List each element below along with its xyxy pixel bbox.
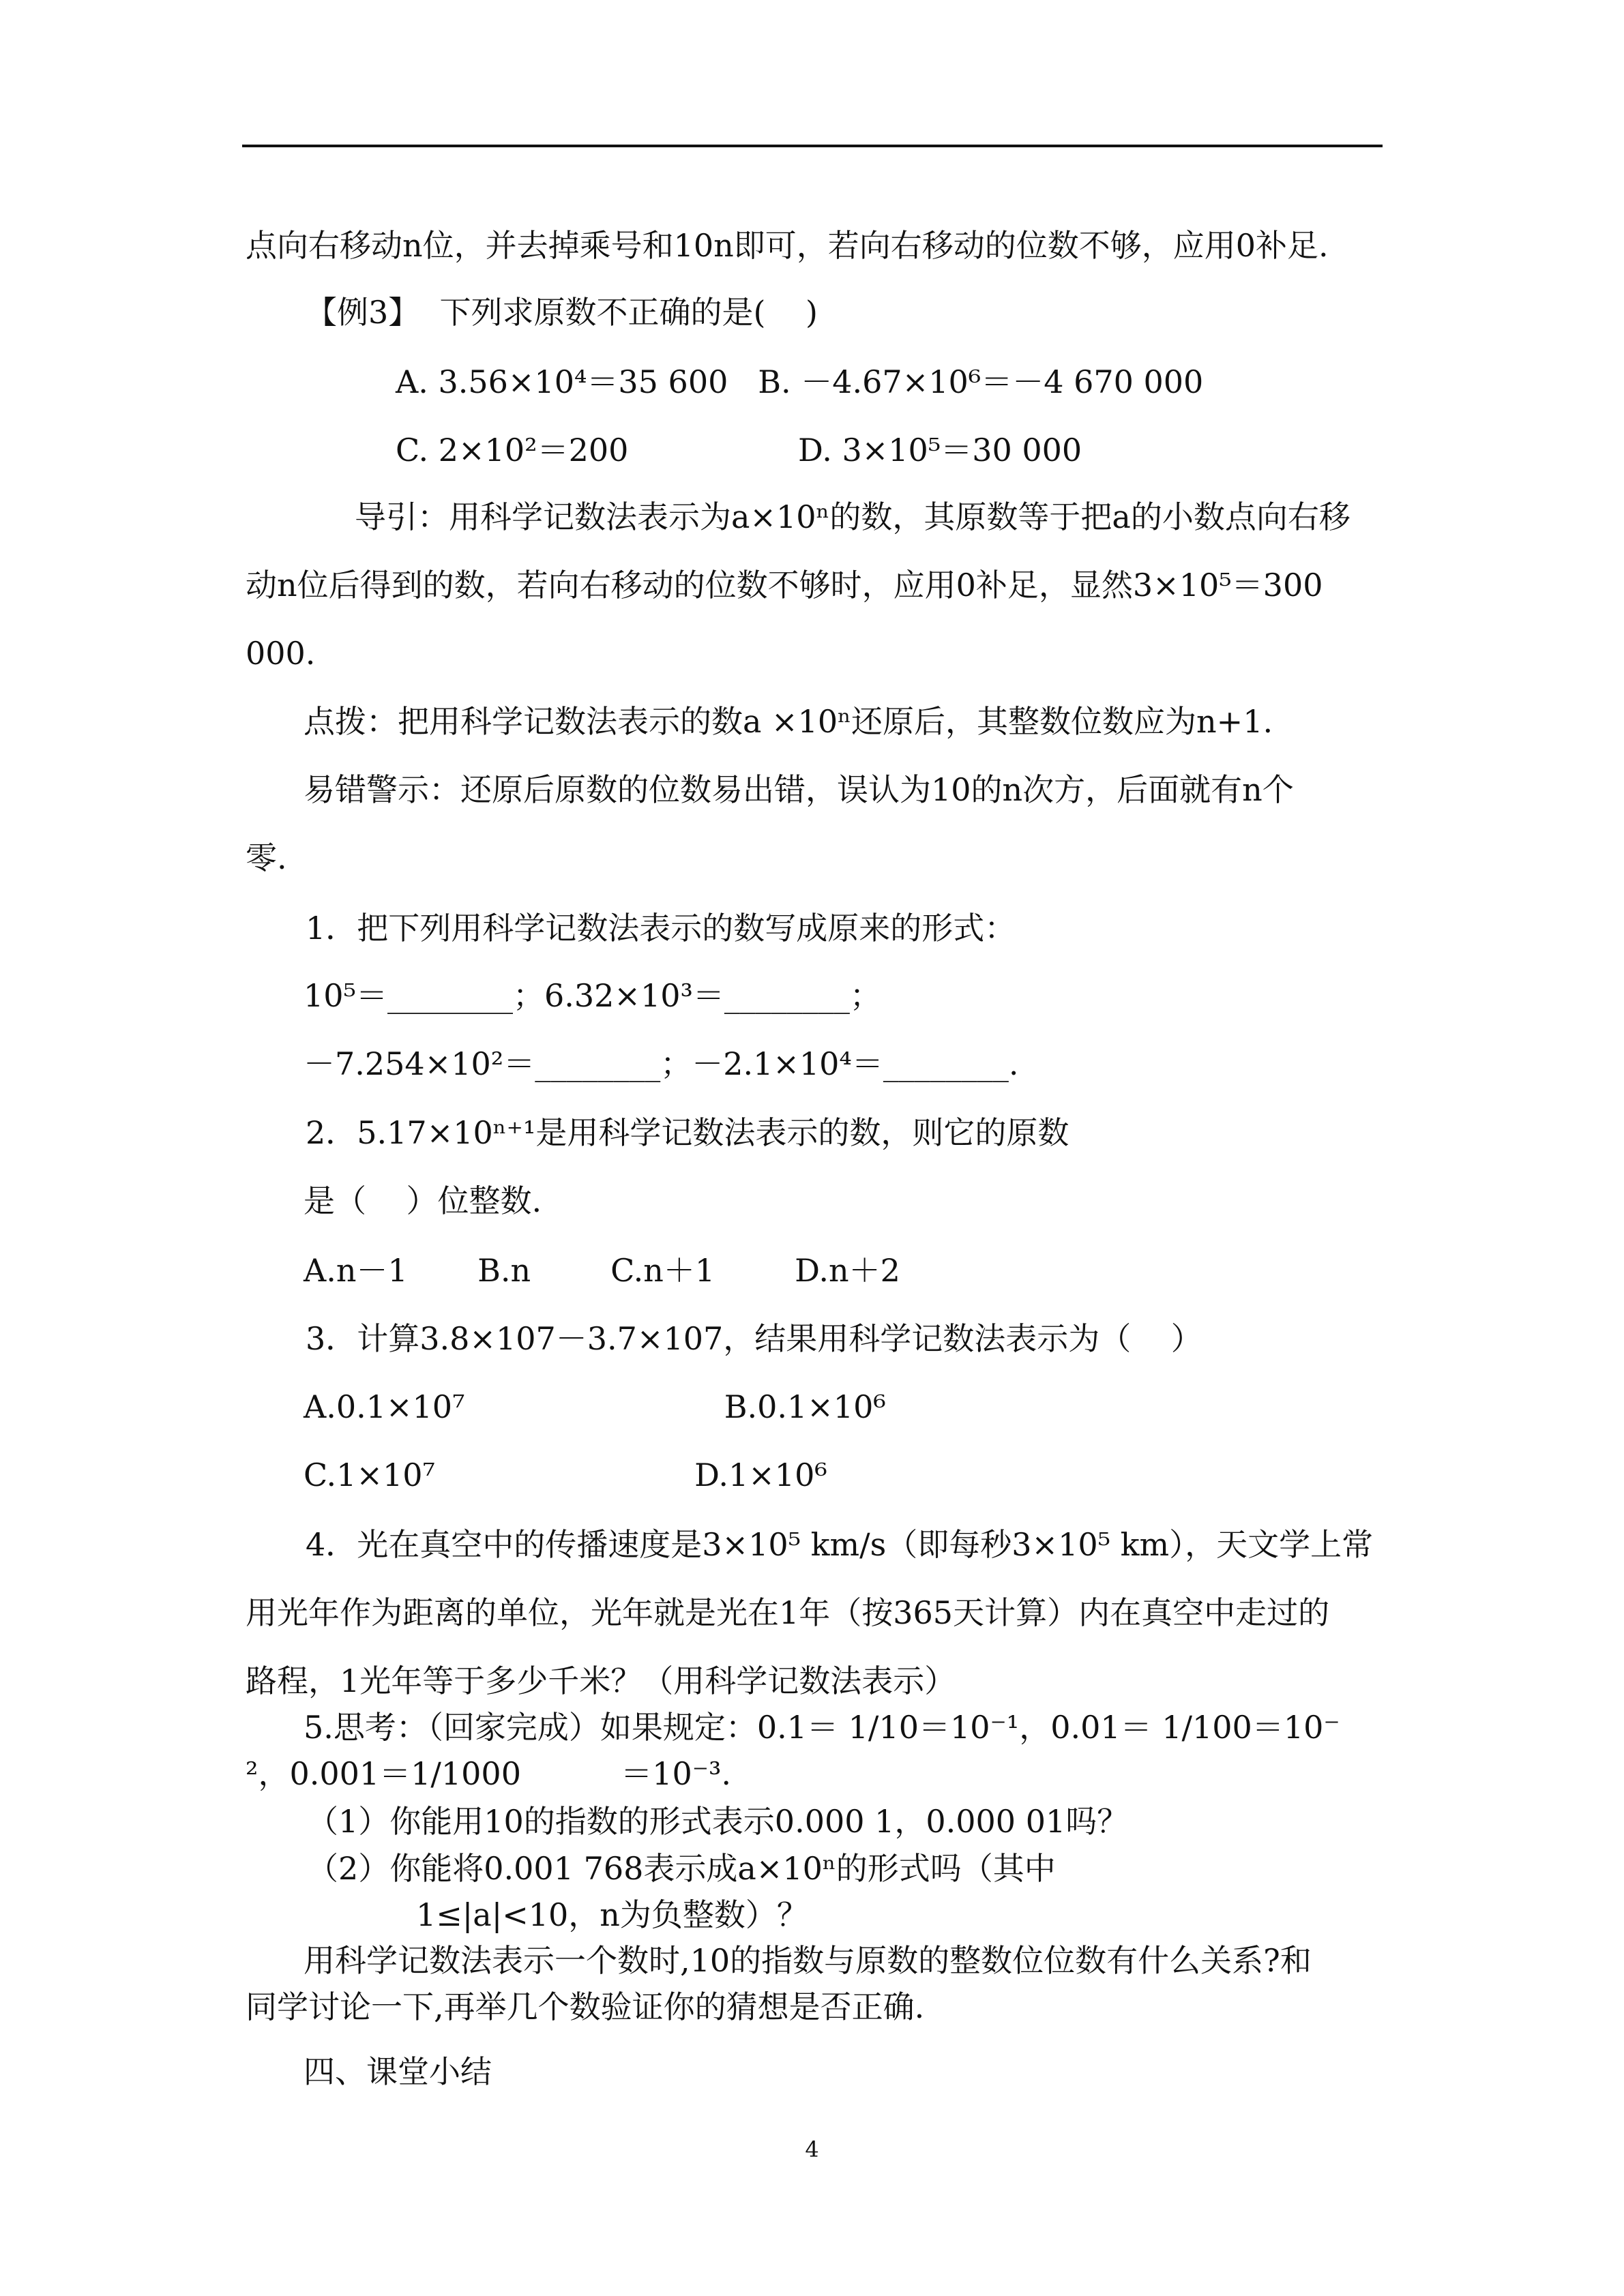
exercise-3-options-cd: C.1×10⁷ D.1×10⁶ [304, 1457, 827, 1493]
exercise-5-q2-condition: 1≤|a|<10，n为负整数）？ [416, 1896, 808, 1933]
example-3-options-cd: C. 2×10²＝200 D. 3×10⁵＝30 000 [396, 432, 1082, 468]
exercise-5-q1: （1）你能用10的指数的形式表示0.000 1，0.000 01吗？ [307, 1803, 1129, 1840]
text-line: 用光年作为距离的单位，光年就是光在1年（按365天计算）内在真空中走过的 [246, 1594, 1330, 1631]
exercise-4: 4．光在真空中的传播速度是3×10⁵ km/s（即每秒3×10⁵ km），天文学上常 [306, 1526, 1374, 1563]
exercise-2-options: A.n－1 B.n C.n＋1 D.n＋2 [304, 1252, 900, 1289]
header-rule [242, 145, 1383, 147]
text-line: 000. [246, 635, 316, 672]
text-line: ²，0.001＝1/1000 ＝10⁻³. [246, 1755, 732, 1792]
exercise-3: 3．计算3.8×107－3.7×107，结果用科学记数法表示为（ ） [306, 1320, 1202, 1357]
discussion-text: 用科学记数法表示一个数时,10的指数与原数的整数位位数有什么关系?和 [304, 1942, 1312, 1979]
guide-text: 导引：用科学记数法表示为a×10ⁿ的数，其原数等于把a的小数点向右移 [355, 498, 1350, 535]
text-line: 路程，1光年等于多少千米？（用科学记数法表示） [246, 1663, 956, 1699]
warning-text: 易错警示：还原后原数的位数易出错，误认为10的n次方，后面就有n个 [304, 771, 1294, 808]
text-line: 同学讨论一下,再举几个数验证你的猜想是否正确. [246, 1988, 925, 2025]
exercise-1: 1．把下列用科学记数法表示的数写成原来的形式： [306, 910, 1016, 946]
hint-text: 点拨：把用科学记数法表示的数a ×10ⁿ还原后，其整数位数应为n+1. [304, 703, 1273, 740]
exercise-5: 5.思考：（回家完成）如果规定：0.1＝ 1/10＝10⁻¹，0.01＝ 1/100＝10⁻ [304, 1709, 1340, 1746]
text-line: 点向右移动n位，并去掉乘号和10n即可，若向右移动的位数不够，应用0补足. [246, 227, 1329, 264]
example-3-heading: 【例3】 下列求原数不正确的是( ) [306, 294, 818, 331]
page-number: 4 [805, 2136, 819, 2162]
exercise-2: 2．5.17×10ⁿ⁺¹是用科学记数法表示的数，则它的原数 [306, 1114, 1069, 1151]
exercise-3-options-ab: A.0.1×10⁷ B.0.1×10⁶ [304, 1388, 886, 1425]
section-heading: 四、课堂小结 [304, 2053, 492, 2090]
text-line: 零. [246, 839, 287, 876]
example-3-options-ab: A. 3.56×10⁴＝35 600 B. －4.67×10⁶＝－4 670 000 [396, 363, 1204, 400]
exercise-5-q2: （2）你能将0.001 768表示成a×10ⁿ的形式吗（其中 [307, 1850, 1056, 1887]
exercise-1-blanks-b: －7.254×10²＝________；－2.1×10⁴＝________. [304, 1045, 1019, 1082]
exercise-2-continued: 是（ ）位整数. [304, 1182, 542, 1219]
exercise-1-blanks-a: 10⁵＝________；6.32×10³＝________； [304, 977, 881, 1014]
text-line: 动n位后得到的数，若向右移动的位数不够时，应用0补足，显然3×10⁵＝300 [246, 567, 1323, 603]
